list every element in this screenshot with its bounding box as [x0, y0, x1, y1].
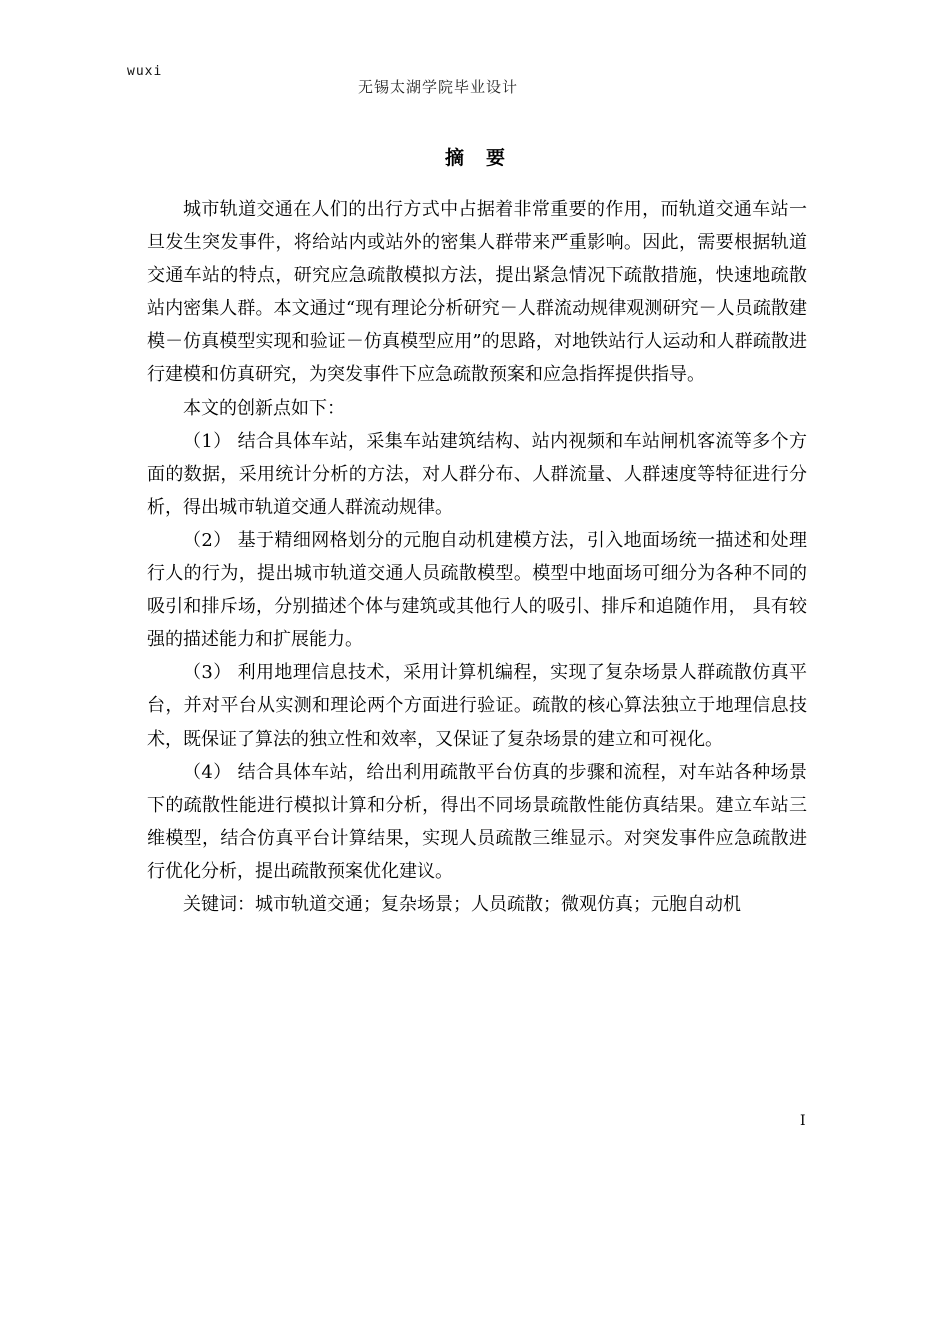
running-header — [358, 70, 533, 96]
innovation-item-3: （3） 利用地理信息技术，采用计算机编程，实现了复杂场景人群疏散仿真平台，并对平台从实测和理论两个方面进行验证。疏散的核心算法独立于地理信息技术，既保证了算法的独立性和效率，又保证了复杂场景的建立和可视化。 — [147, 662, 807, 750]
abstract-body — [147, 193, 807, 921]
innovation-item-1: （1） 结合具体车站，采集车站建筑结构、站内视频和车站闸机客流等多个方面的数据，采用统计分析的方法，对人群分布、人群流量、人群速度等特征进行分析，得出城市轨道交通人群流动规律。 — [147, 430, 807, 518]
innovation-item-4: （4） 结合具体车站，给出利用疏散平台仿真的步骤和流程，对车站各种场景下的疏散性能进行模拟计算和分析，得出不同场景疏散性能仿真结果。建立车站三维模型，结合仿真平台计算结果，实现人员疏散三维显示。对突发事件应急疏散进行优化分析，提出疏散预案优化建议。 — [147, 761, 807, 882]
abstract-title: 摘要 — [444, 147, 527, 169]
watermark-text: wuxi — [127, 64, 163, 79]
running-header-text: 无锡太湖学院毕业设计 — [358, 78, 519, 96]
page-number: I — [800, 1113, 806, 1129]
intro-paragraph: 城市轨道交通在人们的出行方式中占据着非常重要的作用，而轨道交通车站一旦发生突发事件，将给站内或站外的密集人群带来严重影响。因此，需要根据轨道交通车站的特点，研究应急疏散模拟方法，提出紧急情况下疏散措施，快速地疏散站内密集人群。本文通过“现有理论分析研究－人群流动规律观测研究－人员疏散建模－仿真模型实现和验证－仿真模型应用”的思路，对地铁站行人运动和人群疏散进行建模和仿真研究，为突发事件下应急疏散预案和应急指挥提供指导。 — [147, 199, 807, 386]
innovation-lead: 本文的创新点如下： — [183, 397, 345, 419]
innovation-item-2: （2） 基于精细网格划分的元胞自动机建模方法，引入地面场统一描述和处理行人的行为，提出城市轨道交通人员疏散模型。模型中地面场可细分为各种不同的吸引和排斥场，分别描述个体与建筑或其他行人的吸引、排斥和追随作用， 具有较强的描述能力和扩展能力。 — [147, 529, 807, 651]
keywords-line: 关键词：城市轨道交通；复杂场景；人员疏散；微观仿真；元胞自动机 — [183, 893, 741, 915]
